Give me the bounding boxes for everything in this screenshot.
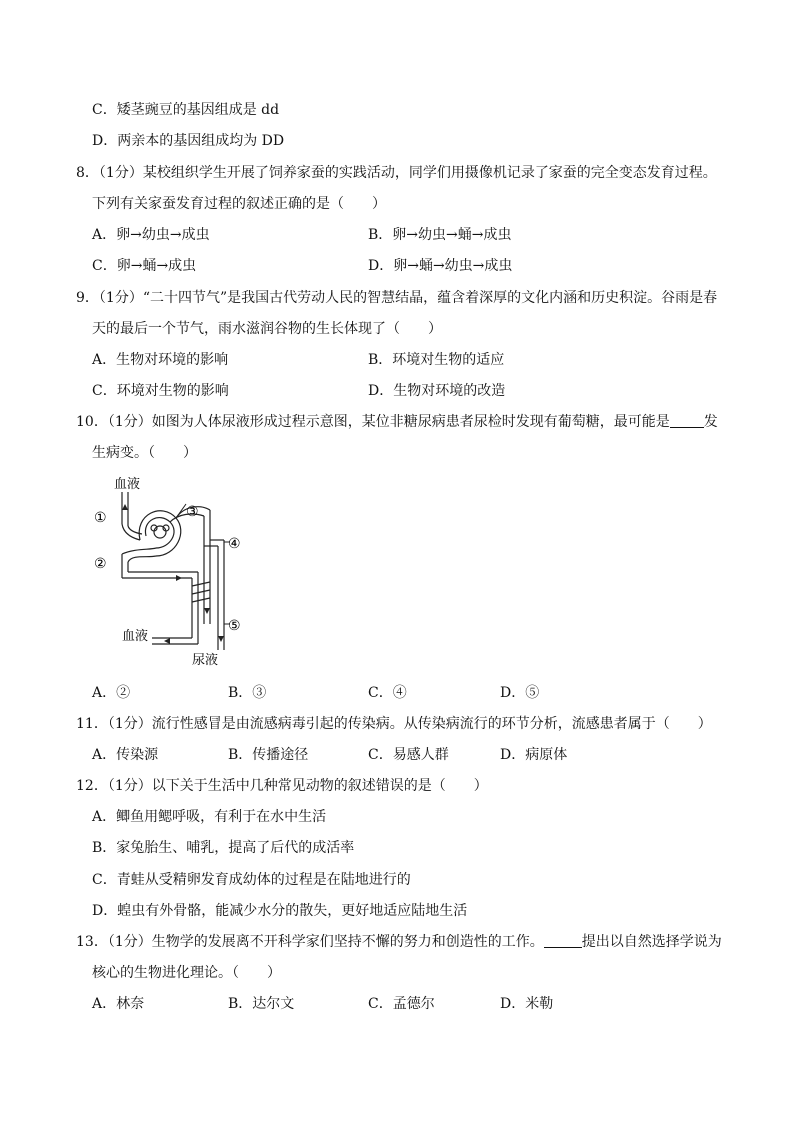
q13-stem-line1 (76, 933, 722, 951)
label-blood-top: 血液 (114, 477, 141, 492)
q9-stem-line2: 天的最后一个节气，雨水滋润谷物的生长体现了（ ） (92, 321, 442, 337)
q13-stem-line1-tail: 提出以自然选择学说为 (581, 934, 722, 950)
q13-option-b: B．达尔文 (228, 996, 295, 1012)
q11-option-a: A．传染源 (92, 747, 159, 763)
q12-option-c: C．青蛙从受精卵发育成幼体的过程是在陆地进行的 (92, 872, 411, 888)
q11-option-c: C．易感人群 (368, 747, 449, 763)
q10-stem-line2: 生病变。（ ） (92, 445, 197, 461)
q10-option-d: D．⑤ (500, 685, 540, 701)
marker-4: ④ (228, 536, 241, 552)
marker-1: ① (94, 510, 107, 526)
q11-option-b: B．传播途径 (228, 747, 309, 763)
q13-option-a: A．林奈 (92, 996, 145, 1012)
q13-stem-line2: 核心的生物进化理论。（ ） (92, 965, 281, 981)
q7-option-d: D．两亲本的基因组成均为 DD (92, 133, 285, 149)
q10-stem-line1 (76, 413, 718, 431)
marker-5: ⑤ (228, 618, 241, 634)
q13-option-c: C．孟德尔 (368, 996, 435, 1012)
q9-option-c: C．环境对生物的影响 (92, 383, 229, 399)
q9-option-a: A．生物对环境的影响 (92, 352, 229, 368)
q11-option-d: D．病原体 (500, 747, 568, 763)
q8-option-c: C．卵→蛹→成虫 (92, 258, 197, 274)
label-blood-bottom: 血液 (122, 629, 149, 644)
q12-stem-line1: 12．（1分）以下关于生活中几种常见动物的叙述错误的是（ ） (76, 778, 488, 794)
q12-option-a: A．鲫鱼用鳃呼吸，有利于在水中生活 (92, 809, 327, 825)
q8-stem-line1: 8．（1分）某校组织学生开展了饲养家蚕的实践活动，同学们用摄像机记录了家蚕的完全变态发育过程。 (76, 165, 717, 181)
q12-option-b: B．家兔胎生、哺乳，提高了后代的成活率 (92, 840, 355, 856)
answer-blank (544, 933, 582, 948)
q10-option-b: B．③ (228, 685, 267, 701)
answer-blank (670, 413, 704, 428)
q8-option-b: B．卵→幼虫→蛹→成虫 (368, 227, 512, 243)
label-urine: 尿液 (192, 653, 219, 668)
q9-option-b: B．环境对生物的适应 (368, 352, 505, 368)
nephron-diagram (92, 474, 252, 670)
q10-stem-line1-tail: 发 (703, 414, 718, 430)
q10-option-c: C．④ (368, 685, 407, 701)
q9-stem-line1: 9．（1分）“二十四节气”是我国古代劳动人民的智慧结晶，蕴含着深厚的文化内涵和历史积淀。谷雨是春 (76, 290, 718, 306)
q10-option-a: A．② (92, 685, 131, 701)
q12-option-d: D．蝗虫有外骨骼，能减少水分的散失，更好地适应陆地生活 (92, 903, 468, 919)
marker-2: ② (94, 556, 107, 572)
q8-stem-line2: 下列有关家蚕发育过程的叙述正确的是（ ） (92, 196, 386, 212)
q13-option-d: D．米勒 (500, 996, 554, 1012)
marker-3: ③ (186, 504, 199, 520)
q8-option-d: D．卵→蛹→幼虫→成虫 (368, 258, 513, 274)
q7-option-c: C．矮茎豌豆的基因组成是 dd (92, 102, 280, 118)
q13-stem-line1-text: 13．（1分）生物学的发展离不开科学家们坚持不懈的努力和创造性的工作。 (76, 934, 544, 950)
q8-option-a: A．卵→幼虫→成虫 (92, 227, 210, 243)
q9-option-d: D．生物对环境的改造 (368, 383, 506, 399)
q10-stem-line1-text: 10．（1分）如图为人体尿液形成过程示意图，某位非糖尿病患者尿检时发现有葡萄糖，最可能是 (76, 414, 670, 430)
q11-stem-line1: 11．（1分）流行性感冒是由流感病毒引起的传染病。从传染病流行的环节分析，流感患者属于（ ） (76, 716, 712, 732)
